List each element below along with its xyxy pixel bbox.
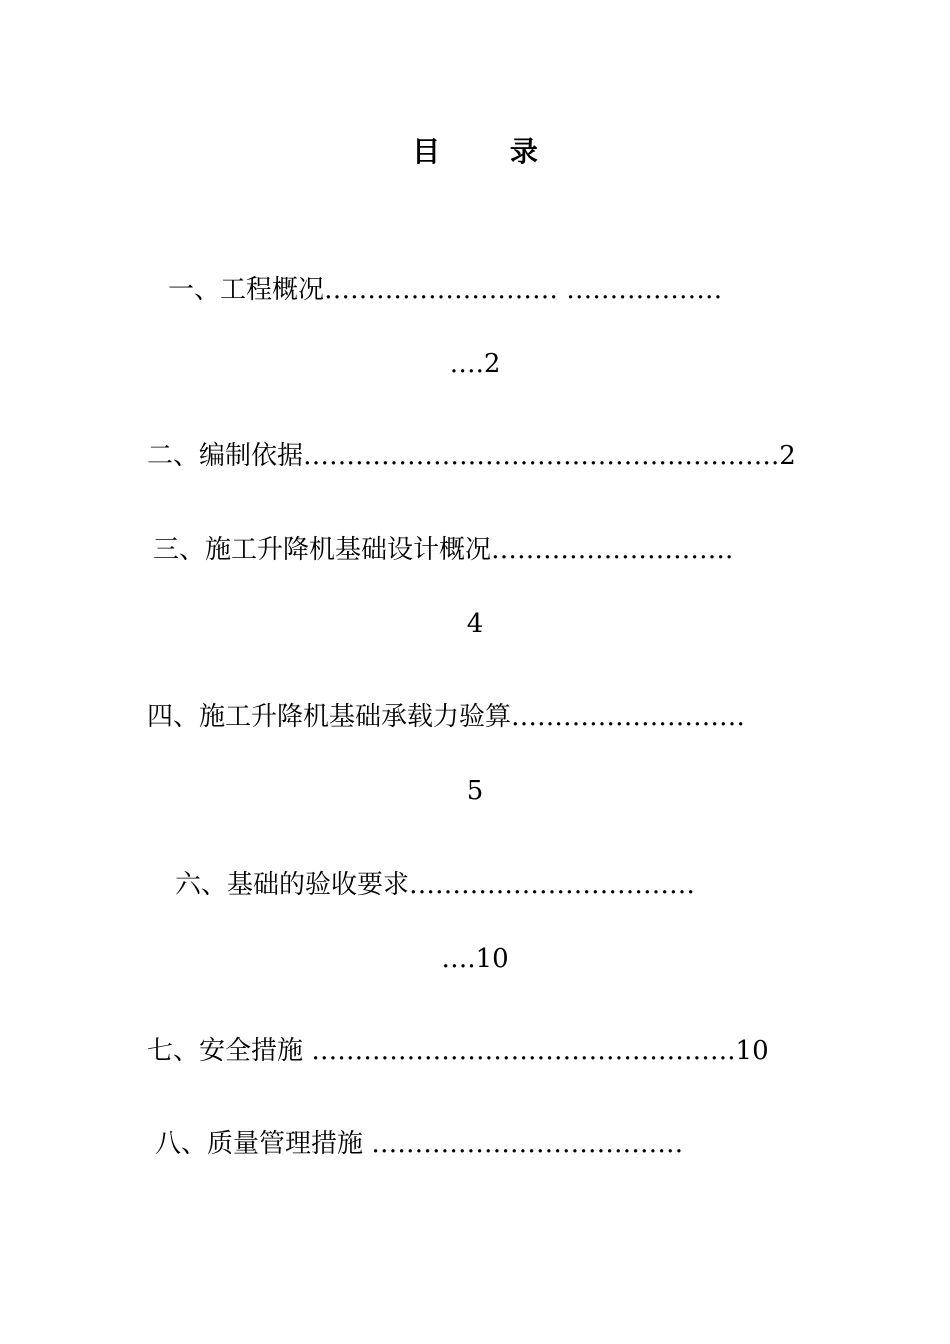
- toc-entry-6-page: ….10: [441, 944, 509, 974]
- toc-entry-8: 八、质量管理措施 ………………………………: [155, 1129, 684, 1159]
- toc-entry-6: 六、基础的验收要求……………………………: [175, 870, 696, 900]
- toc-entry-4-page: 5: [466, 776, 484, 806]
- toc-entry-2: 二、编制依据……………………………………………….2: [147, 441, 796, 471]
- toc-title: 目 录: [412, 135, 568, 168]
- toc-entry-3: 三、施工升降机基础设计概况……………………….: [153, 535, 734, 565]
- toc-entry-3-page: 4: [466, 609, 484, 639]
- toc-entry-1-page: ….2: [449, 349, 501, 379]
- toc-entry-7: 七、安全措施 ………………………………………….10: [147, 1036, 769, 1066]
- toc-entry-4: 四、施工升降机基础承载力验算………………………: [147, 702, 746, 732]
- toc-entry-1: 一、工程概况……………………… ………………: [168, 275, 723, 305]
